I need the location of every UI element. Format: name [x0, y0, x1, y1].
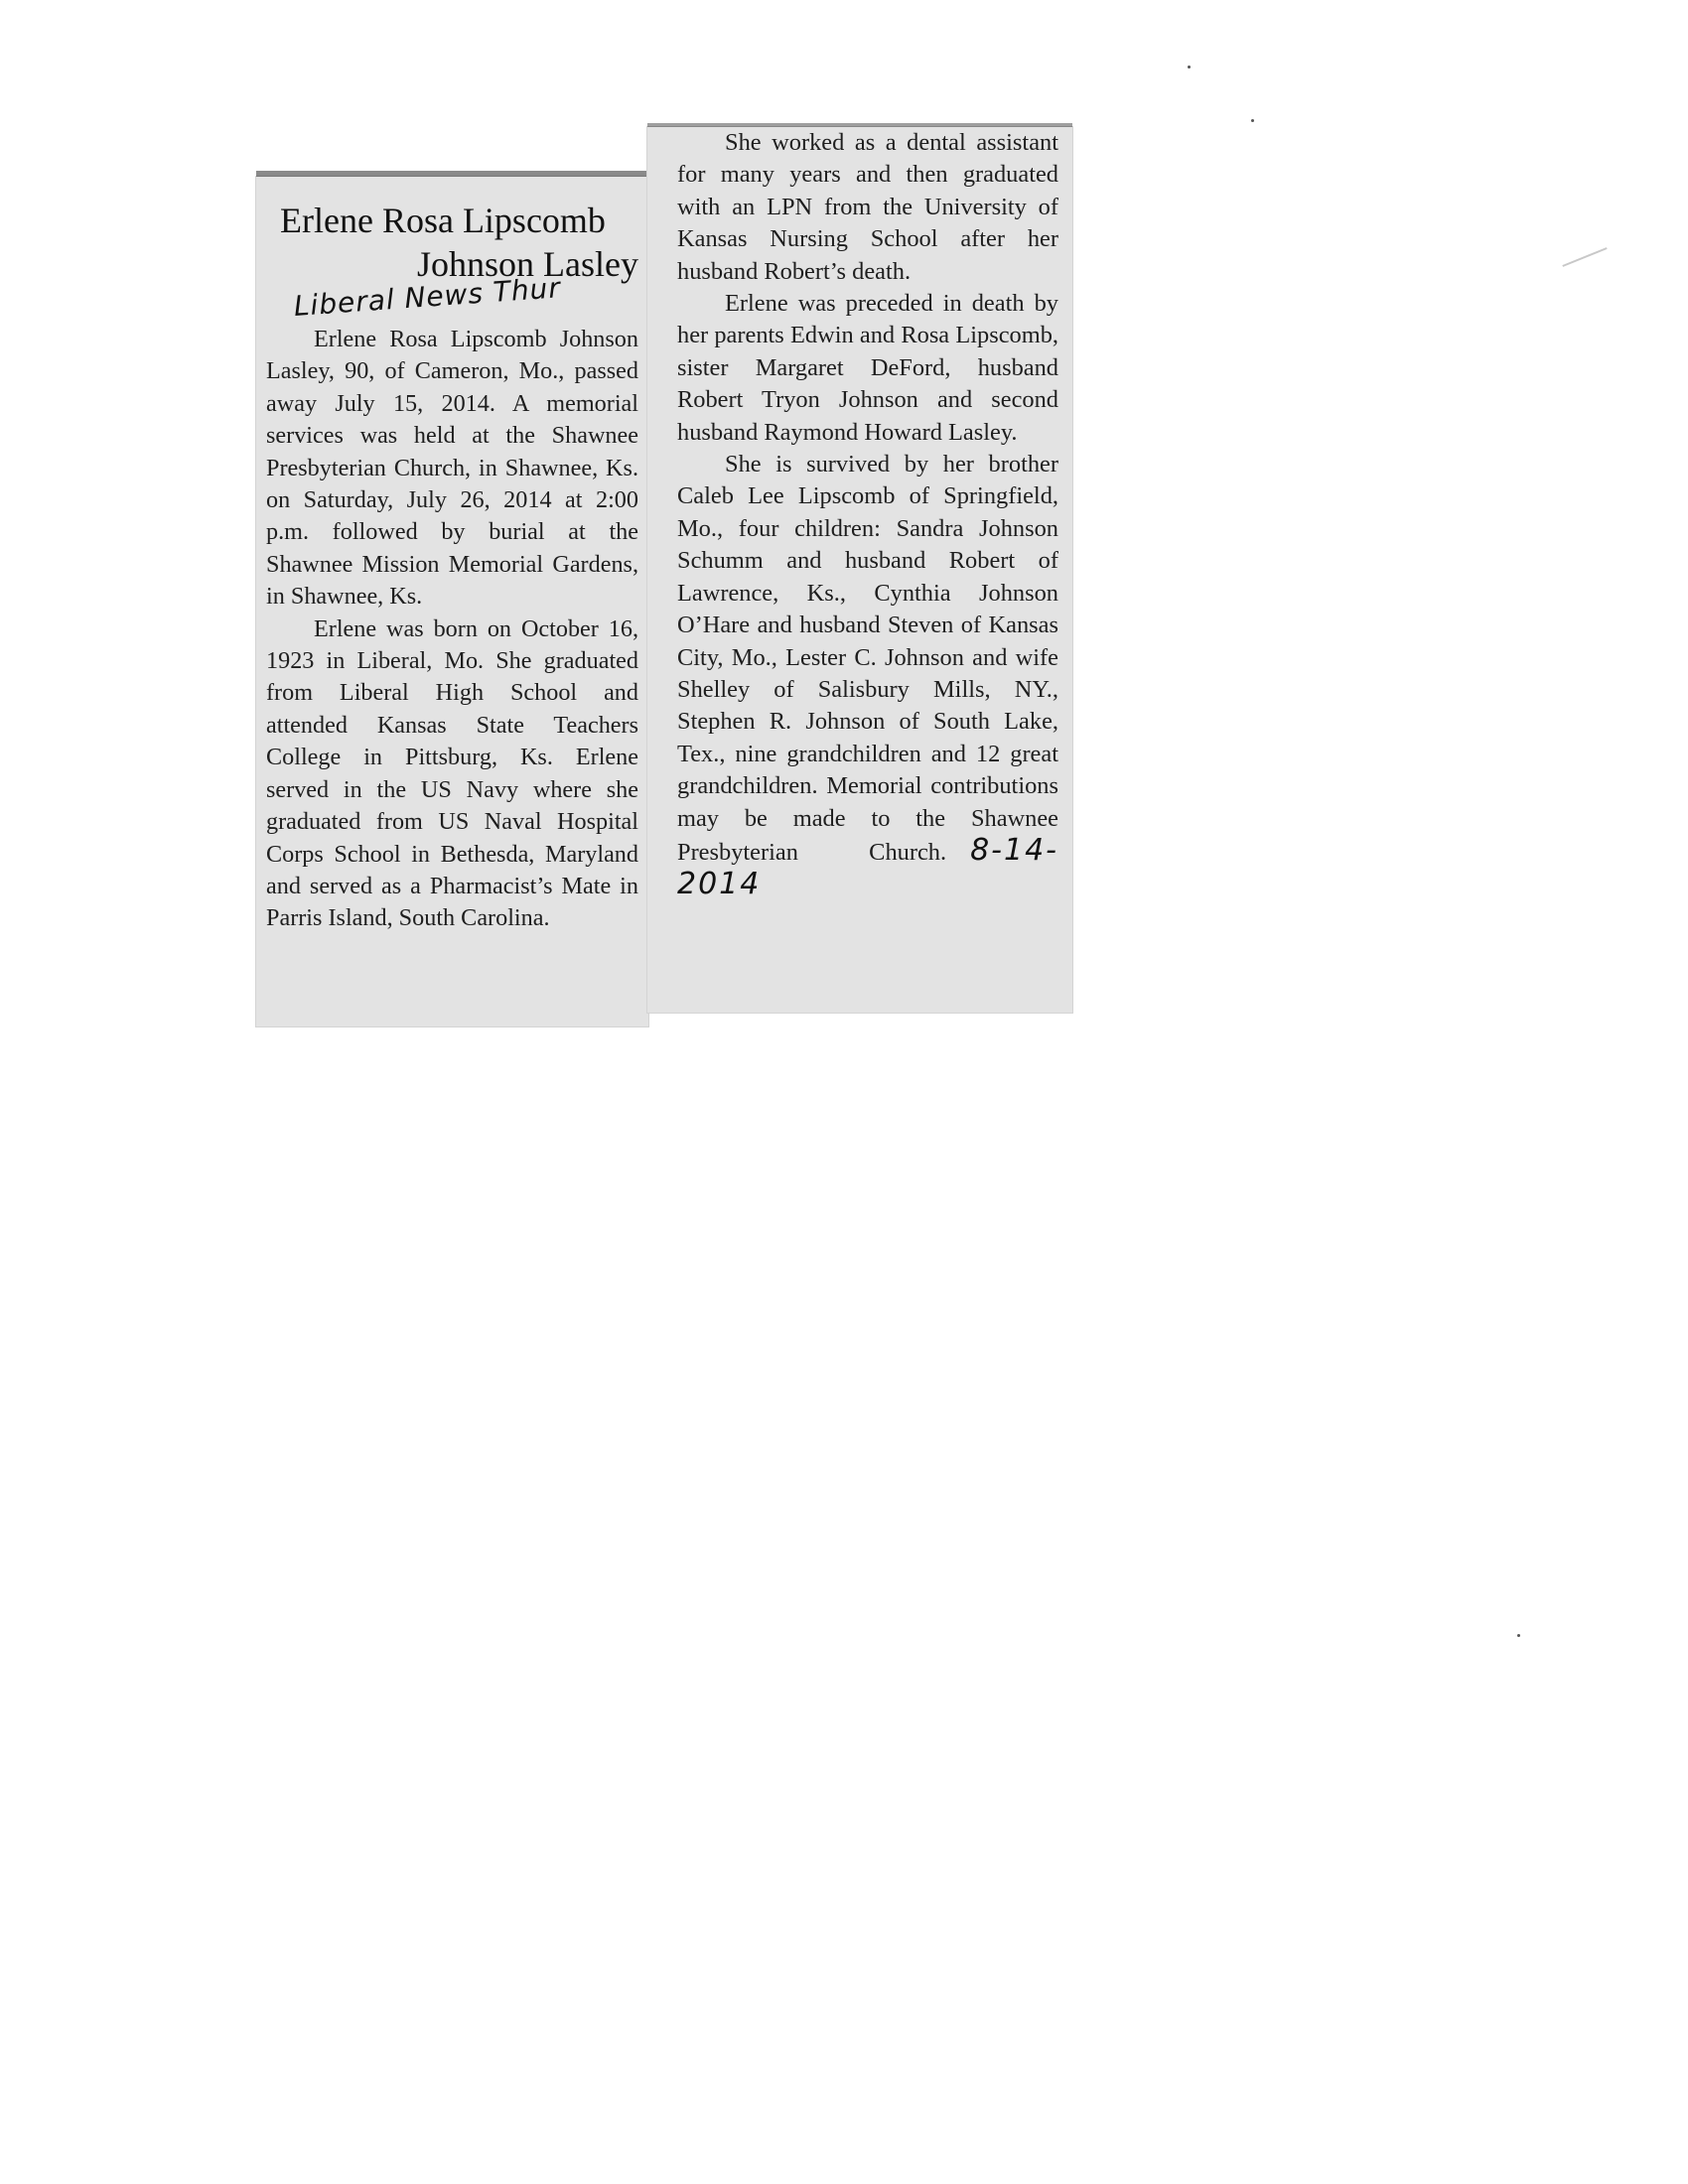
- scan-stroke: [1562, 247, 1607, 267]
- obituary-paragraph-4: Erlene was preceded in death by her parents Edwin and Rosa Lipscomb, sister Margaret DeFord, husband Robert Tryon Johnson and second husband Raymond Howard Lasley.: [677, 290, 1058, 446]
- obituary-paragraph-5-text: She is survived by her brother Caleb Lee Lipscomb of Springfield, Mo., four children: Sandra Johnson Schumm and husband Robert of Lawrence, Ks., Cynthia Johnson O’Hare and husband Steven of Kansas City, Mo., Lester C. Johnson and wife Shelley of Salisbury Mills, NY., Stephen R. Johnson of South Lake, Tex., nine grandchildren and 12 great grandchildren. Memorial contributions may be made to the Shawnee Presbyterian Church.: [677, 451, 1058, 866]
- obituary-paragraph-2: Erlene was born on October 16, 1923 in Liberal, Mo. She graduated from Liberal High School and attended Kansas State Teachers College in Pittsburg, Ks. Erlene served in the US Navy where she graduated from US Naval Hospital Corps School in Bethesda, Maryland and served as a Pharmacist’s Mate in Parris Island, South Carolina.: [266, 614, 638, 932]
- scan-speck: [1517, 1634, 1520, 1637]
- obituary-clipping-right: [647, 127, 1072, 1013]
- obituary-paragraph-5: [677, 449, 1058, 903]
- obituary-paragraph-3: She worked as a dental assistant for many years and then graduated with an LPN from the University of Kansas Nursing School after her husband Robert’s death.: [677, 129, 1058, 285]
- handwritten-source-note: Liberal News Thur: [292, 271, 562, 323]
- handwritten-date: 8-14-2014: [677, 832, 1058, 902]
- obituary-paragraph-1: Erlene Rosa Lipscomb Johnson Lasley, 90, of Cameron, Mo., passed away July 15, 2014. A memorial services was held at the Shawnee Presbyterian Church, in Shawnee, Ks. on Saturday, July 26, 2014 at 2:00 p.m. followed by burial at the Shawnee Mission Memorial Gardens, in Shawnee, Ks.: [266, 326, 638, 611]
- scan-speck: [1251, 119, 1254, 122]
- scan-speck: [1188, 66, 1191, 68]
- title-line-2: Johnson Lasley: [417, 244, 638, 284]
- title-line-1: Erlene Rosa Lipscomb: [280, 201, 606, 240]
- obituary-clipping-left: [256, 177, 648, 1026]
